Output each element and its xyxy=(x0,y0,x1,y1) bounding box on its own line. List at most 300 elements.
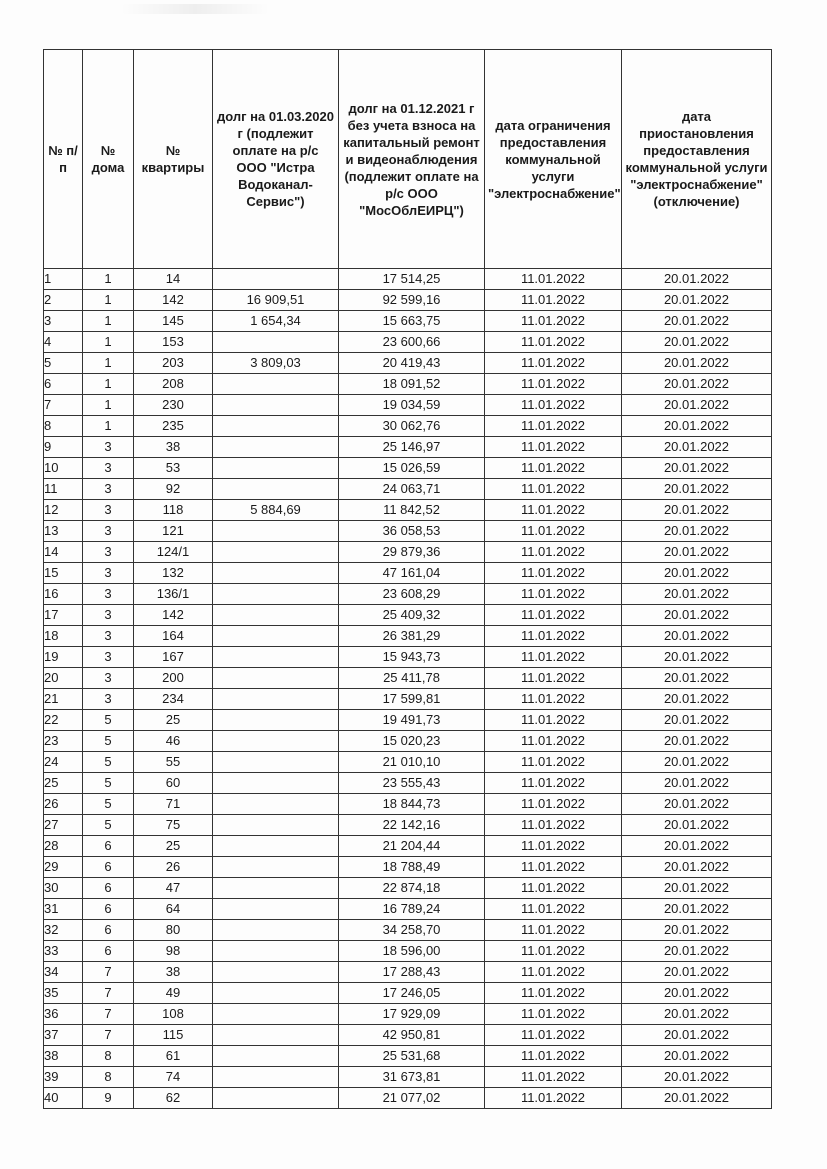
suspend-date-value: 20.01.2022 xyxy=(622,857,772,878)
row-number: 37 xyxy=(44,1025,83,1046)
suspend-date-value: 20.01.2022 xyxy=(622,500,772,521)
suspend-date-value: 20.01.2022 xyxy=(622,521,772,542)
row-number: 32 xyxy=(44,920,83,941)
apartment-number: 38 xyxy=(134,962,213,983)
limit-date-value: 11.01.2022 xyxy=(485,731,622,752)
limit-date-value: 11.01.2022 xyxy=(485,311,622,332)
limit-date-value: 11.01.2022 xyxy=(485,458,622,479)
limit-date-value: 11.01.2022 xyxy=(485,584,622,605)
row-number: 12 xyxy=(44,500,83,521)
house-number: 3 xyxy=(83,458,134,479)
debt-2021-value: 17 599,81 xyxy=(339,689,485,710)
apartment-number: 153 xyxy=(134,332,213,353)
debt-table xyxy=(43,49,772,1109)
house-number: 1 xyxy=(83,290,134,311)
limit-date-value: 11.01.2022 xyxy=(485,647,622,668)
apartment-number: 121 xyxy=(134,521,213,542)
table-row xyxy=(44,353,772,374)
house-number: 5 xyxy=(83,794,134,815)
debt-2021-value: 47 161,04 xyxy=(339,563,485,584)
apartment-number: 60 xyxy=(134,773,213,794)
debt-2021-value: 19 034,59 xyxy=(339,395,485,416)
debt-2020-value xyxy=(213,647,339,668)
suspend-date-value: 20.01.2022 xyxy=(622,815,772,836)
apartment-number: 234 xyxy=(134,689,213,710)
house-number: 7 xyxy=(83,1025,134,1046)
table-row xyxy=(44,437,772,458)
debt-2021-value: 34 258,70 xyxy=(339,920,485,941)
table-row xyxy=(44,878,772,899)
debt-2021-value: 23 600,66 xyxy=(339,332,485,353)
limit-date-value: 11.01.2022 xyxy=(485,1046,622,1067)
row-number: 8 xyxy=(44,416,83,437)
table-row xyxy=(44,815,772,836)
row-number: 6 xyxy=(44,374,83,395)
limit-date-value: 11.01.2022 xyxy=(485,395,622,416)
debt-2021-value: 15 663,75 xyxy=(339,311,485,332)
limit-date-value: 11.01.2022 xyxy=(485,773,622,794)
debt-2021-value: 19 491,73 xyxy=(339,710,485,731)
table-row xyxy=(44,479,772,500)
debt-2020-value xyxy=(213,605,339,626)
limit-date-value: 11.01.2022 xyxy=(485,542,622,563)
table-header xyxy=(44,50,772,269)
apartment-number: 62 xyxy=(134,1088,213,1109)
suspend-date-value: 20.01.2022 xyxy=(622,710,772,731)
row-number: 16 xyxy=(44,584,83,605)
debt-2020-value xyxy=(213,773,339,794)
limit-date-value: 11.01.2022 xyxy=(485,983,622,1004)
limit-date-value: 11.01.2022 xyxy=(485,941,622,962)
suspend-date-value: 20.01.2022 xyxy=(622,1067,772,1088)
limit-date-value: 11.01.2022 xyxy=(485,857,622,878)
suspend-date-value: 20.01.2022 xyxy=(622,731,772,752)
house-number: 3 xyxy=(83,605,134,626)
limit-date-value: 11.01.2022 xyxy=(485,1025,622,1046)
debt-2020-value xyxy=(213,1046,339,1067)
limit-date-value: 11.01.2022 xyxy=(485,605,622,626)
table-row xyxy=(44,773,772,794)
row-number: 20 xyxy=(44,668,83,689)
debt-2021-value: 17 288,43 xyxy=(339,962,485,983)
house-number: 3 xyxy=(83,626,134,647)
apartment-number: 124/1 xyxy=(134,542,213,563)
limit-date-value: 11.01.2022 xyxy=(485,437,622,458)
apartment-number: 235 xyxy=(134,416,213,437)
limit-date-value: 11.01.2022 xyxy=(485,1067,622,1088)
house-number: 5 xyxy=(83,710,134,731)
header-debt-2020: долг на 01.03.2020 г (подлежит оплате на р/с ООО "Истра Водоканал-Сервис") xyxy=(213,50,339,269)
suspend-date-value: 20.01.2022 xyxy=(622,584,772,605)
house-number: 6 xyxy=(83,920,134,941)
debt-2021-value: 20 419,43 xyxy=(339,353,485,374)
apartment-number: 118 xyxy=(134,500,213,521)
table-row xyxy=(44,521,772,542)
suspend-date-value: 20.01.2022 xyxy=(622,374,772,395)
table-row xyxy=(44,269,772,290)
limit-date-value: 11.01.2022 xyxy=(485,962,622,983)
table-row xyxy=(44,941,772,962)
house-number: 8 xyxy=(83,1046,134,1067)
row-number: 10 xyxy=(44,458,83,479)
apartment-number: 142 xyxy=(134,290,213,311)
house-number: 5 xyxy=(83,752,134,773)
suspend-date-value: 20.01.2022 xyxy=(622,332,772,353)
table-row xyxy=(44,710,772,731)
limit-date-value: 11.01.2022 xyxy=(485,668,622,689)
table-row xyxy=(44,374,772,395)
suspend-date-value: 20.01.2022 xyxy=(622,941,772,962)
table-row xyxy=(44,1067,772,1088)
row-number: 38 xyxy=(44,1046,83,1067)
limit-date-value: 11.01.2022 xyxy=(485,752,622,773)
table-body xyxy=(44,269,772,1109)
row-number: 4 xyxy=(44,332,83,353)
suspend-date-value: 20.01.2022 xyxy=(622,1088,772,1109)
house-number: 6 xyxy=(83,941,134,962)
debt-2021-value: 15 943,73 xyxy=(339,647,485,668)
table-row xyxy=(44,458,772,479)
apartment-number: 208 xyxy=(134,374,213,395)
debt-2021-value: 17 246,05 xyxy=(339,983,485,1004)
table-row xyxy=(44,836,772,857)
table-row xyxy=(44,1004,772,1025)
suspend-date-value: 20.01.2022 xyxy=(622,668,772,689)
debt-2021-value: 30 062,76 xyxy=(339,416,485,437)
limit-date-value: 11.01.2022 xyxy=(485,836,622,857)
apartment-number: 74 xyxy=(134,1067,213,1088)
apartment-number: 108 xyxy=(134,1004,213,1025)
house-number: 1 xyxy=(83,269,134,290)
limit-date-value: 11.01.2022 xyxy=(485,269,622,290)
apartment-number: 92 xyxy=(134,479,213,500)
table-row xyxy=(44,983,772,1004)
limit-date-value: 11.01.2022 xyxy=(485,878,622,899)
debt-2020-value xyxy=(213,332,339,353)
table-row xyxy=(44,731,772,752)
debt-2021-value: 23 608,29 xyxy=(339,584,485,605)
apartment-number: 132 xyxy=(134,563,213,584)
debt-2021-value: 18 091,52 xyxy=(339,374,485,395)
apartment-number: 47 xyxy=(134,878,213,899)
limit-date-value: 11.01.2022 xyxy=(485,416,622,437)
row-number: 40 xyxy=(44,1088,83,1109)
debt-2021-value: 25 146,97 xyxy=(339,437,485,458)
table-row xyxy=(44,626,772,647)
debt-2021-value: 23 555,43 xyxy=(339,773,485,794)
apartment-number: 75 xyxy=(134,815,213,836)
apartment-number: 26 xyxy=(134,857,213,878)
row-number: 17 xyxy=(44,605,83,626)
suspend-date-value: 20.01.2022 xyxy=(622,1025,772,1046)
limit-date-value: 11.01.2022 xyxy=(485,332,622,353)
table-row xyxy=(44,752,772,773)
house-number: 1 xyxy=(83,395,134,416)
house-number: 9 xyxy=(83,1088,134,1109)
debt-2020-value xyxy=(213,710,339,731)
row-number: 36 xyxy=(44,1004,83,1025)
debt-2020-value: 3 809,03 xyxy=(213,353,339,374)
apartment-number: 46 xyxy=(134,731,213,752)
suspend-date-value: 20.01.2022 xyxy=(622,269,772,290)
table-row xyxy=(44,584,772,605)
debt-2020-value xyxy=(213,521,339,542)
row-number: 33 xyxy=(44,941,83,962)
house-number: 5 xyxy=(83,731,134,752)
house-number: 3 xyxy=(83,647,134,668)
apartment-number: 25 xyxy=(134,710,213,731)
suspend-date-value: 20.01.2022 xyxy=(622,1046,772,1067)
debt-2020-value xyxy=(213,479,339,500)
house-number: 1 xyxy=(83,311,134,332)
table-row xyxy=(44,332,772,353)
house-number: 1 xyxy=(83,332,134,353)
apartment-number: 25 xyxy=(134,836,213,857)
debt-2020-value xyxy=(213,626,339,647)
suspend-date-value: 20.01.2022 xyxy=(622,626,772,647)
limit-date-value: 11.01.2022 xyxy=(485,521,622,542)
debt-2021-value: 17 514,25 xyxy=(339,269,485,290)
debt-2021-value: 25 409,32 xyxy=(339,605,485,626)
suspend-date-value: 20.01.2022 xyxy=(622,290,772,311)
debt-2021-value: 17 929,09 xyxy=(339,1004,485,1025)
header-row xyxy=(44,50,772,269)
house-number: 1 xyxy=(83,374,134,395)
debt-2021-value: 26 381,29 xyxy=(339,626,485,647)
house-number: 1 xyxy=(83,416,134,437)
apartment-number: 14 xyxy=(134,269,213,290)
debt-2021-value: 21 204,44 xyxy=(339,836,485,857)
apartment-number: 203 xyxy=(134,353,213,374)
debt-2021-value: 31 673,81 xyxy=(339,1067,485,1088)
house-number: 3 xyxy=(83,584,134,605)
debt-2020-value xyxy=(213,269,339,290)
debt-2021-value: 22 142,16 xyxy=(339,815,485,836)
table-row xyxy=(44,1025,772,1046)
limit-date-value: 11.01.2022 xyxy=(485,899,622,920)
row-number: 34 xyxy=(44,962,83,983)
row-number: 25 xyxy=(44,773,83,794)
suspend-date-value: 20.01.2022 xyxy=(622,1004,772,1025)
house-number: 6 xyxy=(83,857,134,878)
debt-2020-value xyxy=(213,941,339,962)
debt-2020-value xyxy=(213,983,339,1004)
debt-2020-value xyxy=(213,416,339,437)
house-number: 3 xyxy=(83,542,134,563)
header-num: № п/п xyxy=(44,50,83,269)
house-number: 3 xyxy=(83,521,134,542)
suspend-date-value: 20.01.2022 xyxy=(622,962,772,983)
debt-2021-value: 42 950,81 xyxy=(339,1025,485,1046)
debt-2020-value: 1 654,34 xyxy=(213,311,339,332)
limit-date-value: 11.01.2022 xyxy=(485,794,622,815)
apartment-number: 167 xyxy=(134,647,213,668)
suspend-date-value: 20.01.2022 xyxy=(622,983,772,1004)
debt-2021-value: 15 020,23 xyxy=(339,731,485,752)
house-number: 1 xyxy=(83,353,134,374)
table-row xyxy=(44,563,772,584)
table-row xyxy=(44,311,772,332)
apartment-number: 53 xyxy=(134,458,213,479)
debt-2020-value xyxy=(213,878,339,899)
debt-2021-value: 18 596,00 xyxy=(339,941,485,962)
debt-2020-value xyxy=(213,836,339,857)
limit-date-value: 11.01.2022 xyxy=(485,374,622,395)
debt-2021-value: 29 879,36 xyxy=(339,542,485,563)
table-row xyxy=(44,500,772,521)
suspend-date-value: 20.01.2022 xyxy=(622,542,772,563)
debt-2020-value xyxy=(213,752,339,773)
debt-2021-value: 16 789,24 xyxy=(339,899,485,920)
house-number: 8 xyxy=(83,1067,134,1088)
debt-2020-value: 16 909,51 xyxy=(213,290,339,311)
row-number: 11 xyxy=(44,479,83,500)
debt-2020-value xyxy=(213,584,339,605)
suspend-date-value: 20.01.2022 xyxy=(622,920,772,941)
suspend-date-value: 20.01.2022 xyxy=(622,836,772,857)
row-number: 28 xyxy=(44,836,83,857)
row-number: 31 xyxy=(44,899,83,920)
row-number: 22 xyxy=(44,710,83,731)
row-number: 7 xyxy=(44,395,83,416)
debt-2020-value xyxy=(213,1004,339,1025)
limit-date-value: 11.01.2022 xyxy=(485,1088,622,1109)
limit-date-value: 11.01.2022 xyxy=(485,1004,622,1025)
debt-2021-value: 36 058,53 xyxy=(339,521,485,542)
debt-2020-value xyxy=(213,542,339,563)
table-row xyxy=(44,668,772,689)
house-number: 3 xyxy=(83,500,134,521)
debt-2020-value: 5 884,69 xyxy=(213,500,339,521)
table-row xyxy=(44,689,772,710)
suspend-date-value: 20.01.2022 xyxy=(622,395,772,416)
suspend-date-value: 20.01.2022 xyxy=(622,878,772,899)
debt-2021-value: 21 010,10 xyxy=(339,752,485,773)
limit-date-value: 11.01.2022 xyxy=(485,290,622,311)
suspend-date-value: 20.01.2022 xyxy=(622,563,772,584)
header-debt-2021: долг на 01.12.2021 г без учета взноса на капитальный ремонт и видеонаблюдения (подлежит оплате на р/с ООО "МосОблЕИРЦ") xyxy=(339,50,485,269)
row-number: 5 xyxy=(44,353,83,374)
table-row xyxy=(44,899,772,920)
suspend-date-value: 20.01.2022 xyxy=(622,458,772,479)
debt-2020-value xyxy=(213,1025,339,1046)
apartment-number: 136/1 xyxy=(134,584,213,605)
row-number: 18 xyxy=(44,626,83,647)
debt-2021-value: 92 599,16 xyxy=(339,290,485,311)
apartment-number: 49 xyxy=(134,983,213,1004)
table-row xyxy=(44,1046,772,1067)
limit-date-value: 11.01.2022 xyxy=(485,920,622,941)
house-number: 5 xyxy=(83,773,134,794)
limit-date-value: 11.01.2022 xyxy=(485,710,622,731)
debt-2021-value: 24 063,71 xyxy=(339,479,485,500)
apartment-number: 38 xyxy=(134,437,213,458)
apartment-number: 164 xyxy=(134,626,213,647)
table-row xyxy=(44,794,772,815)
apartment-number: 80 xyxy=(134,920,213,941)
suspend-date-value: 20.01.2022 xyxy=(622,353,772,374)
house-number: 3 xyxy=(83,563,134,584)
header-house: № дома xyxy=(83,50,134,269)
row-number: 35 xyxy=(44,983,83,1004)
apartment-number: 115 xyxy=(134,1025,213,1046)
house-number: 7 xyxy=(83,1004,134,1025)
row-number: 26 xyxy=(44,794,83,815)
debt-2021-value: 25 531,68 xyxy=(339,1046,485,1067)
debt-2020-value xyxy=(213,815,339,836)
table-row xyxy=(44,857,772,878)
apartment-number: 142 xyxy=(134,605,213,626)
scan-smudge xyxy=(120,4,270,14)
row-number: 39 xyxy=(44,1067,83,1088)
table-row xyxy=(44,920,772,941)
debt-2020-value xyxy=(213,668,339,689)
apartment-number: 145 xyxy=(134,311,213,332)
debt-2021-value: 21 077,02 xyxy=(339,1088,485,1109)
suspend-date-value: 20.01.2022 xyxy=(622,311,772,332)
debt-2020-value xyxy=(213,689,339,710)
table-row xyxy=(44,1088,772,1109)
table-row xyxy=(44,395,772,416)
debt-2020-value xyxy=(213,1067,339,1088)
limit-date-value: 11.01.2022 xyxy=(485,563,622,584)
debt-2020-value xyxy=(213,458,339,479)
suspend-date-value: 20.01.2022 xyxy=(622,899,772,920)
debt-2021-value: 18 788,49 xyxy=(339,857,485,878)
debt-2020-value xyxy=(213,437,339,458)
suspend-date-value: 20.01.2022 xyxy=(622,605,772,626)
debt-2021-value: 22 874,18 xyxy=(339,878,485,899)
house-number: 6 xyxy=(83,878,134,899)
header-limit-date: дата ограничения предоставления коммунальной услуги "электроснабжение" xyxy=(485,50,622,269)
house-number: 6 xyxy=(83,836,134,857)
table-row xyxy=(44,962,772,983)
header-suspend-date: дата приостановления предоставления коммунальной услуги "электроснабжение" (отключение) xyxy=(622,50,772,269)
apartment-number: 98 xyxy=(134,941,213,962)
row-number: 24 xyxy=(44,752,83,773)
suspend-date-value: 20.01.2022 xyxy=(622,773,772,794)
suspend-date-value: 20.01.2022 xyxy=(622,647,772,668)
row-number: 2 xyxy=(44,290,83,311)
limit-date-value: 11.01.2022 xyxy=(485,626,622,647)
debt-2020-value xyxy=(213,563,339,584)
limit-date-value: 11.01.2022 xyxy=(485,689,622,710)
debt-2020-value xyxy=(213,1088,339,1109)
row-number: 23 xyxy=(44,731,83,752)
debt-2021-value: 18 844,73 xyxy=(339,794,485,815)
limit-date-value: 11.01.2022 xyxy=(485,500,622,521)
debt-2021-value: 11 842,52 xyxy=(339,500,485,521)
apartment-number: 230 xyxy=(134,395,213,416)
debt-2020-value xyxy=(213,920,339,941)
row-number: 29 xyxy=(44,857,83,878)
house-number: 3 xyxy=(83,437,134,458)
debt-2020-value xyxy=(213,857,339,878)
house-number: 5 xyxy=(83,815,134,836)
row-number: 3 xyxy=(44,311,83,332)
row-number: 14 xyxy=(44,542,83,563)
limit-date-value: 11.01.2022 xyxy=(485,479,622,500)
apartment-number: 200 xyxy=(134,668,213,689)
suspend-date-value: 20.01.2022 xyxy=(622,794,772,815)
debt-2020-value xyxy=(213,374,339,395)
row-number: 13 xyxy=(44,521,83,542)
debt-2020-value xyxy=(213,899,339,920)
apartment-number: 55 xyxy=(134,752,213,773)
table-row xyxy=(44,647,772,668)
house-number: 7 xyxy=(83,983,134,1004)
apartment-number: 64 xyxy=(134,899,213,920)
